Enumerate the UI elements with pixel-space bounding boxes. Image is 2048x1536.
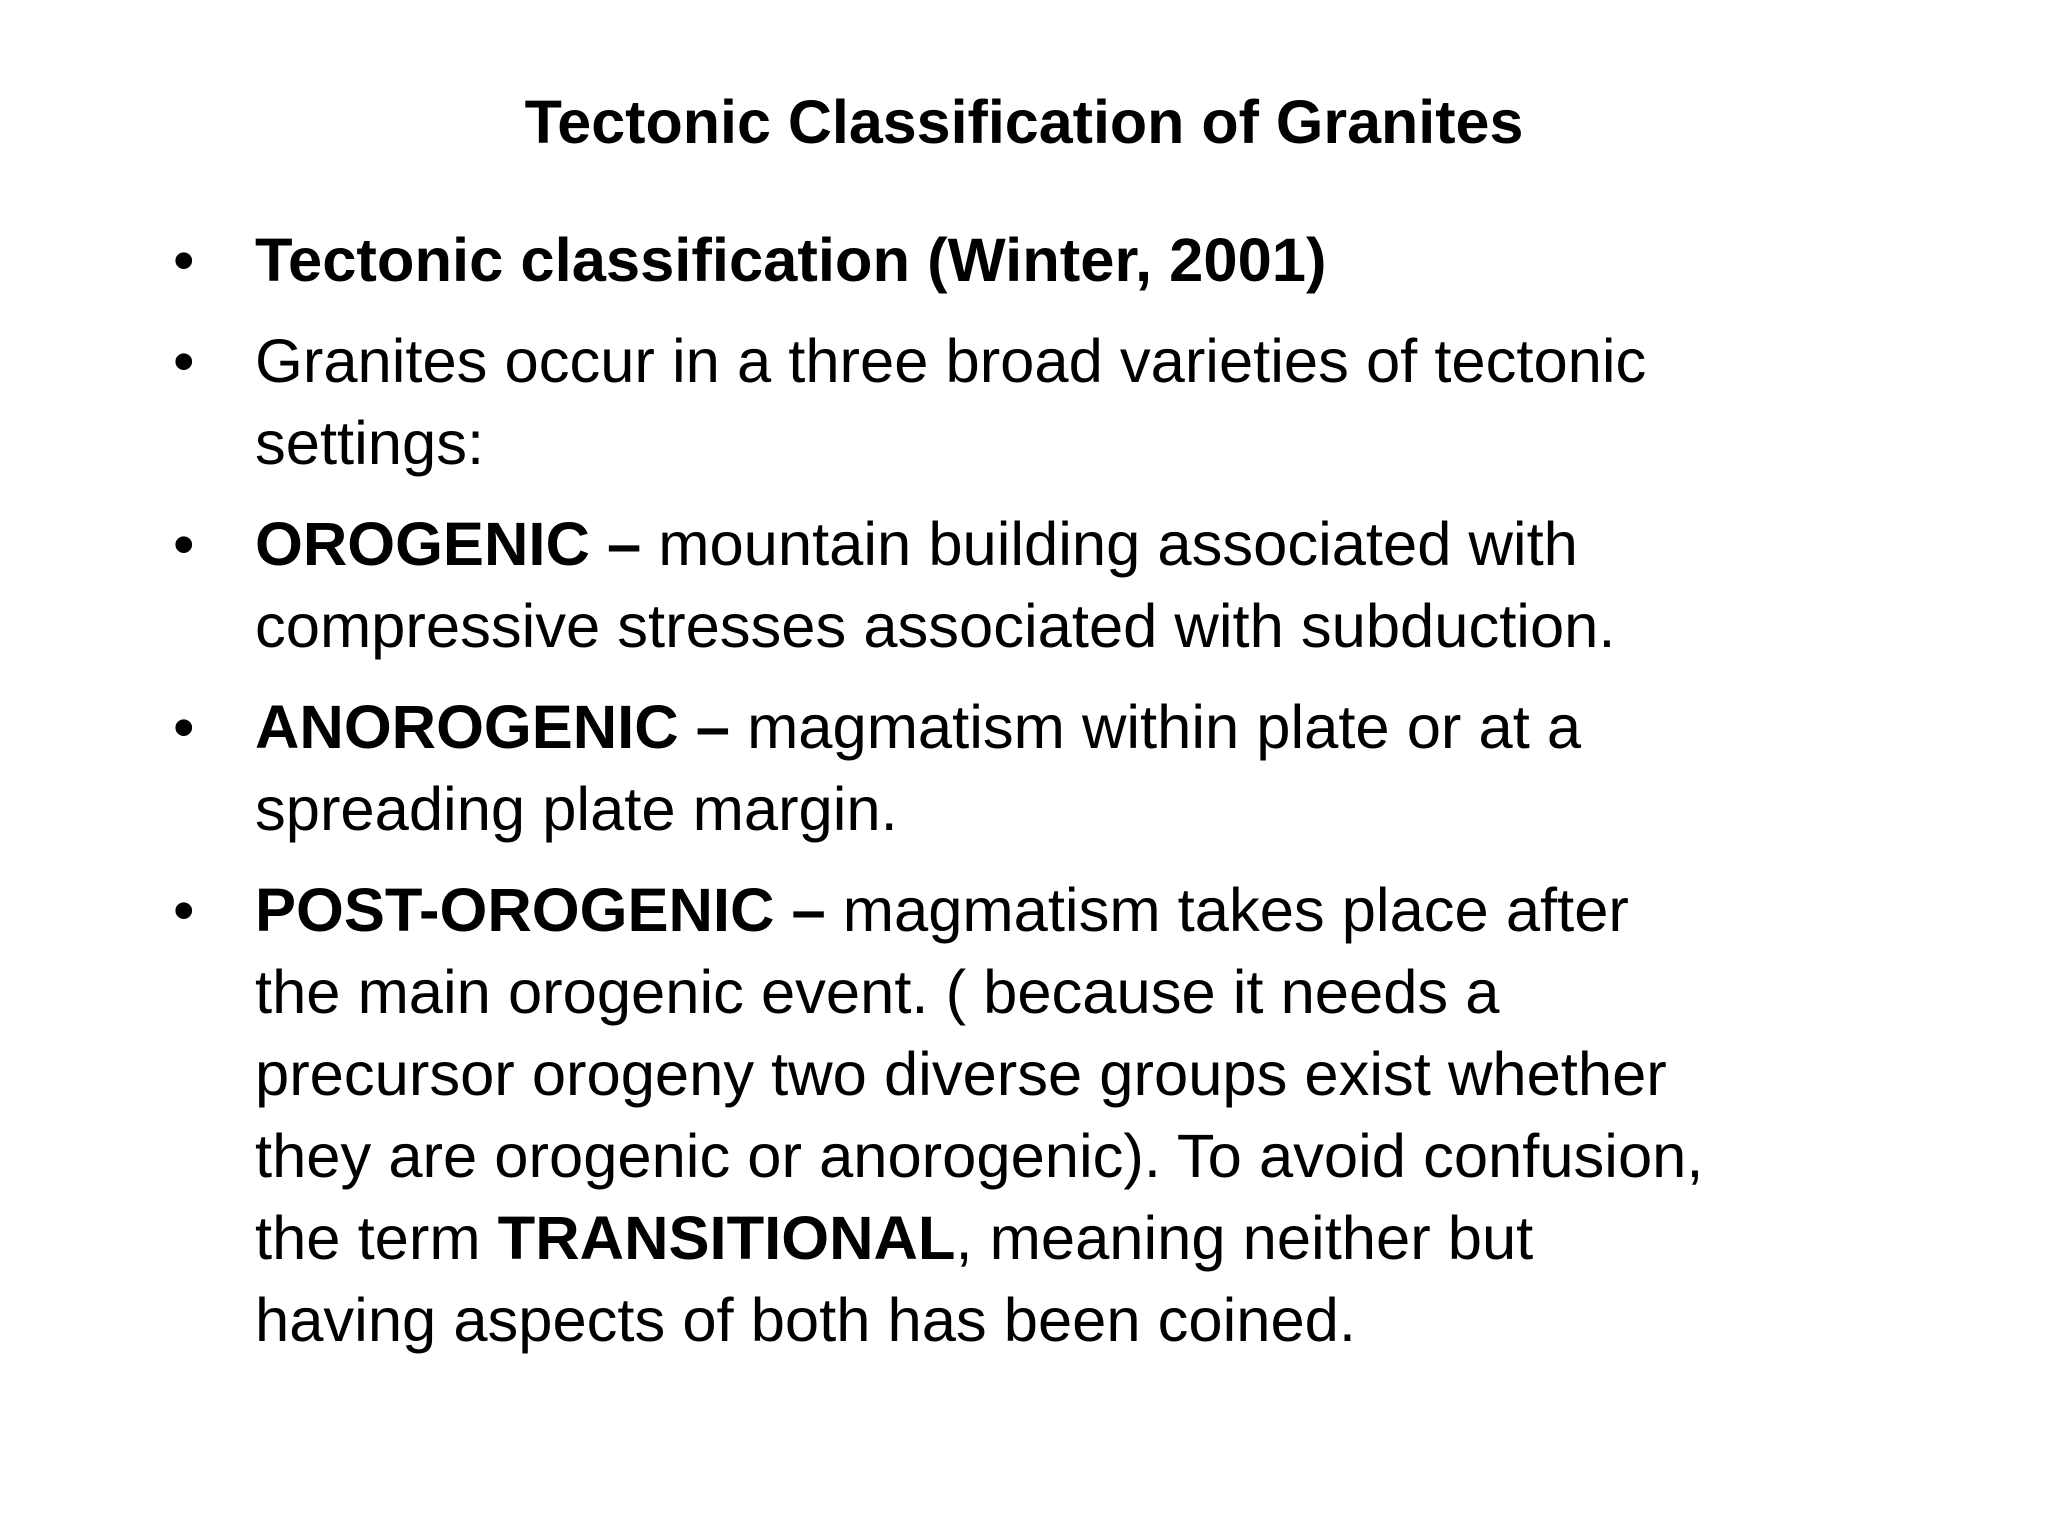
bullet-list — [0, 220, 2048, 1381]
bullet-line — [255, 1116, 1968, 1198]
bullet-line — [255, 220, 1968, 302]
bold-text: TRANSITIONAL — [497, 1204, 956, 1273]
bullet-line — [255, 687, 1968, 769]
bullet-marker: • — [173, 510, 195, 579]
bold-text: ANOROGENIC – — [255, 693, 748, 762]
slide-title: Tectonic Classification of Granites — [524, 88, 1524, 156]
bullet-line — [255, 1280, 1968, 1362]
bullet-line — [255, 1034, 1968, 1116]
body-text: the term — [255, 1204, 498, 1273]
bullet-item — [0, 220, 2048, 302]
body-text: settings: — [255, 409, 485, 478]
body-text: the main orogenic event. ( because it needs a — [255, 958, 1500, 1027]
body-text: magmatism within plate or at a — [747, 693, 1582, 762]
bullet-marker: • — [173, 876, 195, 945]
body-text: spreading plate margin. — [255, 775, 898, 844]
bullet-line — [255, 1198, 1968, 1280]
bold-text: OROGENIC – — [255, 510, 659, 579]
body-text: having aspects of both has been coined. — [255, 1286, 1356, 1355]
bullet-line — [255, 504, 1968, 586]
bold-text: POST-OROGENIC – — [255, 876, 843, 945]
body-text: they are orogenic or anorogenic). To avoid confusion, — [255, 1122, 1704, 1191]
bullet-line — [255, 870, 1968, 952]
bullet-line — [255, 952, 1968, 1034]
body-text: magmatism takes place after — [842, 876, 1629, 945]
bullet-marker: • — [173, 693, 195, 762]
body-text: Granites occur in a three broad varieties of tectonic — [255, 327, 1647, 396]
bullet-item — [0, 504, 2048, 668]
bullet-line — [255, 403, 1968, 485]
bullet-line — [255, 321, 1968, 403]
bold-text: Tectonic classification (Winter, 2001) — [255, 226, 1327, 295]
bullet-line — [255, 769, 1968, 851]
bullet-line — [255, 586, 1968, 668]
bullet-item — [0, 687, 2048, 851]
body-text: , meaning neither but — [955, 1204, 1534, 1273]
body-text: precursor orogeny two diverse groups exist whether — [255, 1040, 1667, 1109]
bullet-marker: • — [173, 327, 195, 396]
bullet-item — [0, 321, 2048, 485]
body-text: mountain building associated with — [658, 510, 1578, 579]
body-text: compressive stresses associated with subduction. — [255, 592, 1616, 661]
bullet-marker: • — [173, 226, 195, 295]
bullet-item — [0, 870, 2048, 1362]
